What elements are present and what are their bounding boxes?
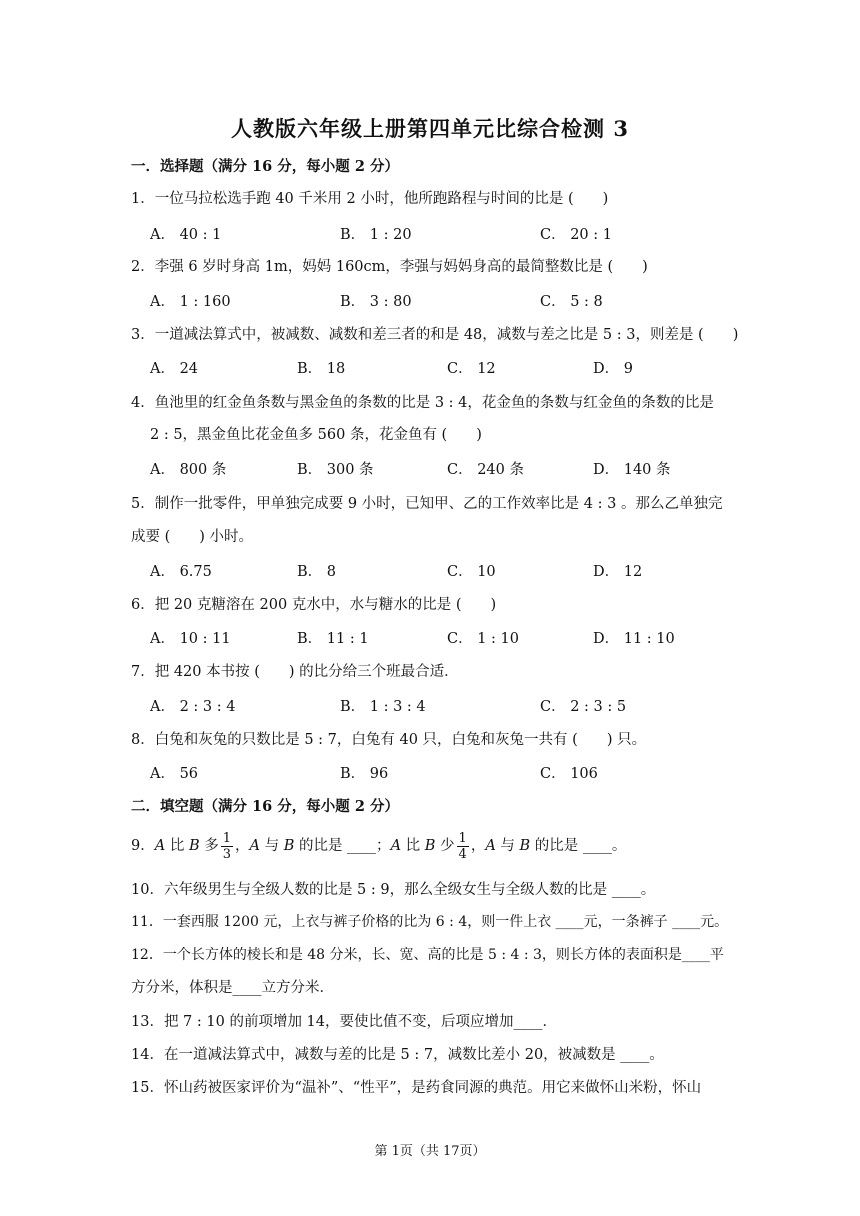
question-15: 15．怀山药被医家评价为“温补”、“性平”，是药食同源的典范。用它来做怀山米粉，怀山 <box>131 1080 702 1096</box>
section-heading-fill: 二．填空题（满分 16 分，每小题 2 分） <box>131 798 399 815</box>
q5-option-a: A． 6.75 <box>150 564 212 580</box>
q2-option-c: C． 5 : 8 <box>540 294 603 310</box>
q9-var: A <box>390 838 402 854</box>
question-11: 11．一套西服 1200 元，上衣与裤子价格的比为 6 : 4，则一件上衣 ____元，一条裤子 ____元。 <box>131 914 729 930</box>
q5-option-c: C． 10 <box>447 564 496 580</box>
question-1: 1．一位马拉松选手跑 40 千米用 2 小时，他所跑路程与时间的比是 ( ) <box>131 191 609 207</box>
question-12-line-2: 方分米，体积是____立方分米． <box>131 980 334 996</box>
question-3: 3．一道减法算式中，被减数、减数和差三者的和是 48，减数与差之比是 5 : 3，则差是 ( ) <box>131 327 739 343</box>
q9-part: 与 <box>495 838 520 854</box>
q6-option-c: C． 1 : 10 <box>447 631 519 647</box>
q9-var: B <box>519 838 531 854</box>
q9-var: B <box>424 838 436 854</box>
q6-option-a: A． 10 : 11 <box>150 631 231 647</box>
q1-option-c: C． 20 : 1 <box>540 227 612 243</box>
q6-option-b: B． 11 : 1 <box>297 631 369 647</box>
q6-option-d: D． 11 : 10 <box>593 631 675 647</box>
q1-option-a: A． 40 : 1 <box>150 227 222 243</box>
fraction-denominator: 3 <box>222 846 231 862</box>
q7-option-a: A． 2 : 3 : 4 <box>150 699 236 715</box>
fraction-numerator: 1 <box>458 830 467 846</box>
q3-option-a: A． 24 <box>150 361 199 377</box>
q9-part: 少 <box>435 838 455 854</box>
fraction-denominator: 4 <box>458 846 467 862</box>
q2-option-a: A． 1 : 160 <box>150 294 231 310</box>
q9-part: 多 <box>199 838 219 854</box>
q9-part: 的比是 ____； <box>294 838 391 854</box>
question-5-line-2: 成要 ( ) 小时。 <box>131 529 254 545</box>
fraction-one-fourth <box>457 831 469 862</box>
q3-option-d: D． 9 <box>593 361 633 377</box>
question-4-line-1: 4．鱼池里的红金鱼条数与黑金鱼的条数的比是 3 : 4，花金鱼的条数与红金鱼的条数的比是 <box>131 395 714 411</box>
question-12-line-1: 12．一个长方体的棱长和是 48 分米，长、宽、高的比是 5 : 4 : 3，则长方体的表面积是____平 <box>131 947 724 963</box>
question-14: 14．在一道减法算式中，减数与差的比是 5 : 7，减数比差小 20，被减数是 ____。 <box>131 1047 664 1063</box>
q5-option-d: D． 12 <box>593 564 643 580</box>
q7-option-c: C． 2 : 3 : 5 <box>540 699 627 715</box>
question-4-line-2: 2 : 5，黑金鱼比花金鱼多 560 条，花金鱼有 ( ) <box>150 427 482 443</box>
q9-part: ， <box>234 838 250 854</box>
q7-option-b: B． 1 : 3 : 4 <box>340 699 426 715</box>
q8-option-b: B． 96 <box>340 766 389 782</box>
page-title: 人教版六年级上册第四单元比综合检测 3 <box>231 116 629 141</box>
q9-var: A <box>485 838 496 854</box>
question-13: 13．把 7 : 10 的前项增加 14，要使比值不变，后项应增加____． <box>131 1014 558 1030</box>
q9-var: A <box>249 838 260 854</box>
fraction-numerator: 1 <box>222 830 231 846</box>
question-10: 10．六年级男生与全级人数的比是 5 : 9，那么全级女生与全级人数的比是 ____。 <box>131 882 656 898</box>
fraction-one-third <box>221 831 233 862</box>
q1-option-b: B． 1 : 20 <box>340 227 412 243</box>
q5-option-b: B． 8 <box>297 564 336 580</box>
q9-part: 9． <box>131 838 155 854</box>
q8-option-c: C． 106 <box>540 766 598 782</box>
q4-option-c: C． 240 条 <box>447 462 524 478</box>
q9-part: 比 <box>401 838 425 854</box>
q9-part: 的比是 ____。 <box>530 838 627 854</box>
q9-var: B <box>283 838 295 854</box>
section-heading-choice: 一．选择题（满分 16 分，每小题 2 分） <box>131 158 399 175</box>
q2-option-b: B． 3 : 80 <box>340 294 412 310</box>
q9-part: 比 <box>165 838 189 854</box>
q9-var: B <box>188 838 200 854</box>
q9-part: ， <box>470 838 486 854</box>
question-7: 7．把 420 本书按 ( ) 的比分给三个班最合适． <box>131 664 459 680</box>
q4-option-a: A． 800 条 <box>150 462 227 478</box>
q9-var: A <box>154 838 166 854</box>
q8-option-a: A． 56 <box>150 766 199 782</box>
question-8: 8．白兔和灰兔的只数比是 5 : 7，白兔有 40 只，白兔和灰兔一共有 ( ) 只。 <box>131 732 647 748</box>
q3-option-b: B． 18 <box>297 361 346 377</box>
q4-option-b: B． 300 条 <box>297 462 374 478</box>
question-2: 2．李强 6 岁时身高 1m，妈妈 160cm，李强与妈妈身高的最简整数比是 ( ) <box>131 259 648 275</box>
question-5-line-1: 5．制作一批零件，甲单独完成要 9 小时，已知甲、乙的工作效率比是 4 : 3 。那么乙单独完 <box>131 496 723 512</box>
question-9 <box>131 830 626 862</box>
q4-option-d: D． 140 条 <box>593 462 671 478</box>
q3-option-c: C． 12 <box>447 361 496 377</box>
question-6: 6．把 20 克糖溶在 200 克水中，水与糖水的比是 ( ) <box>131 597 497 613</box>
page-footer: 第 1页（共 17页） <box>374 1144 486 1159</box>
q9-part: 与 <box>259 838 284 854</box>
